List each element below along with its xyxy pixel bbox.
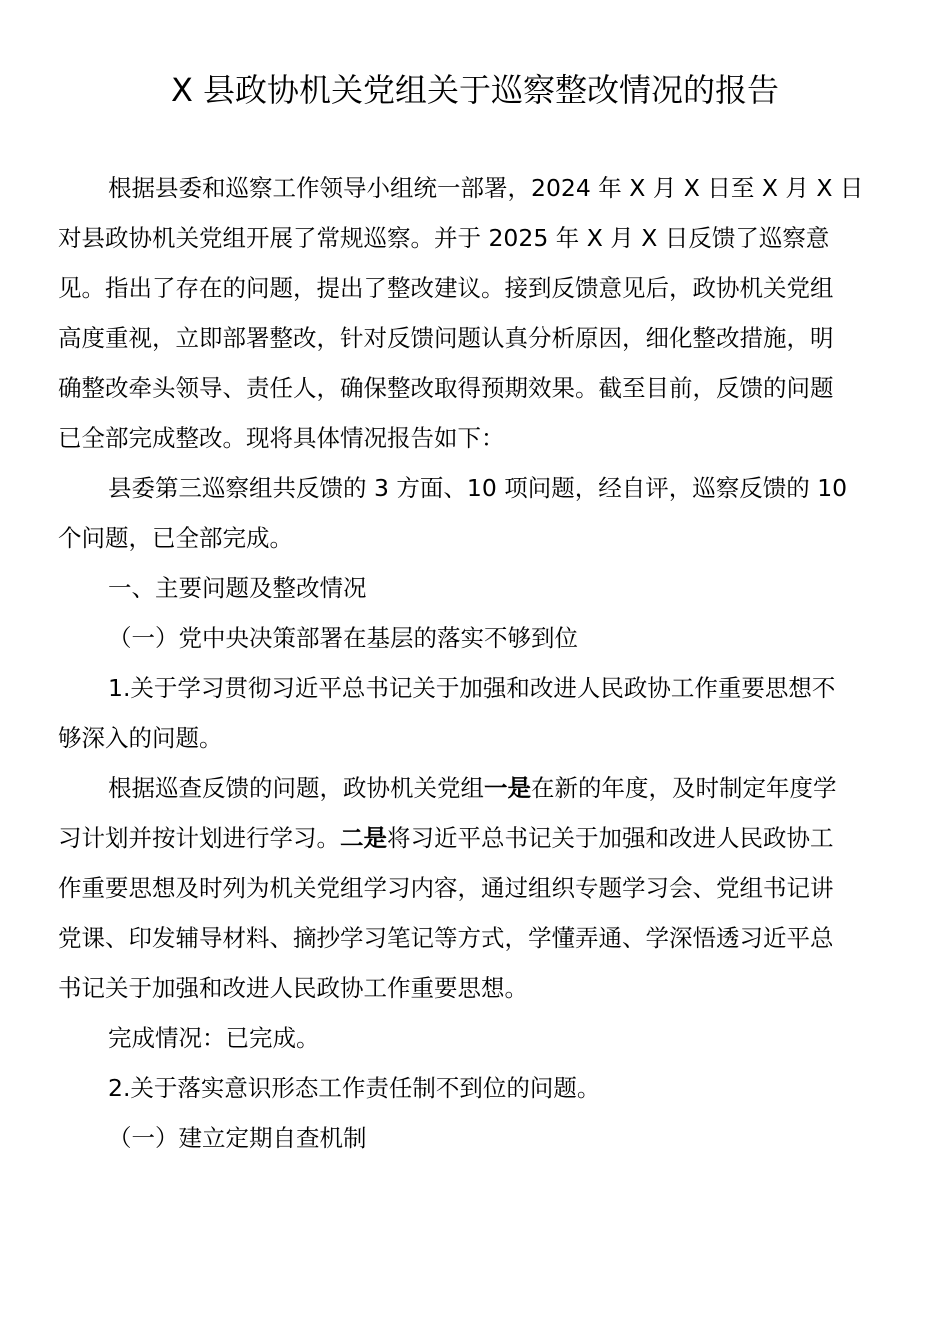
- paragraph-line: 够深入的问题。: [58, 724, 223, 752]
- paragraph-line: [58, 763, 888, 813]
- text-run: 在新的年度，及时制定年度学: [531, 774, 837, 802]
- section-heading: 一、主要问题及整改情况: [108, 574, 367, 602]
- emphasis-second: 二是: [340, 824, 387, 852]
- completion-status: 完成情况：已完成。: [108, 1024, 320, 1052]
- text-run: 习计划并按计划进行学习。: [58, 824, 340, 852]
- paragraph-line: 个问题，已全部完成。: [58, 524, 293, 552]
- paragraph-line: [58, 813, 888, 863]
- paragraph-line: 作重要思想及时列为机关党组学习内容，通过组织专题学习会、党组书记讲: [58, 874, 834, 902]
- paragraph-line: 1.关于学习贯彻习近平总书记关于加强和改进人民政协工作重要思想不: [108, 674, 836, 702]
- paragraph-line: 党课、印发辅导材料、摘抄学习笔记等方式，学懂弄通、学深悟透习近平总: [58, 924, 834, 952]
- paragraph-line: 书记关于加强和改进人民政协工作重要思想。: [58, 974, 528, 1002]
- paragraph-line: 县委第三巡察组共反馈的 3 方面、10 项问题，经自评，巡察反馈的 10: [108, 474, 848, 502]
- document-body: [58, 163, 888, 1163]
- paragraph-line: 已全部完成整改。现将具体情况报告如下：: [58, 424, 505, 452]
- issue-item-2: 2.关于落实意识形态工作责任制不到位的问题。: [108, 1074, 601, 1102]
- paragraph-line: 确整改牵头领导、责任人，确保整改取得预期效果。截至目前，反馈的问题: [58, 374, 834, 402]
- intro-paragraph: [58, 163, 888, 463]
- document-title: X 县政协机关党组关于巡察整改情况的报告: [170, 71, 780, 109]
- summary-paragraph: [58, 463, 888, 563]
- subsection-heading: （一）党中央决策部署在基层的落实不够到位: [108, 624, 578, 652]
- subsection-heading: （一）建立定期自查机制: [108, 1124, 367, 1152]
- paragraph-line: 对县政协机关党组开展了常规巡察。并于 2025 年 X 月 X 日反馈了巡察意: [58, 224, 830, 252]
- paragraph-line: 见。指出了存在的问题，提出了整改建议。接到反馈意见后，政协机关党组: [58, 274, 834, 302]
- paragraph-line: 根据县委和巡察工作领导小组统一部署，2024 年 X 月 X 日至 X 月 X 日: [108, 174, 864, 202]
- issue-item-1: [58, 663, 888, 763]
- text-run: 将习近平总书记关于加强和改进人民政协工: [387, 824, 834, 852]
- rectification-paragraph: [58, 763, 888, 1013]
- emphasis-first: 一是: [484, 774, 531, 802]
- paragraph-line: 高度重视，立即部署整改，针对反馈问题认真分析原因，细化整改措施，明: [58, 324, 834, 352]
- text-run: 根据巡查反馈的问题，政协机关党组: [108, 774, 484, 802]
